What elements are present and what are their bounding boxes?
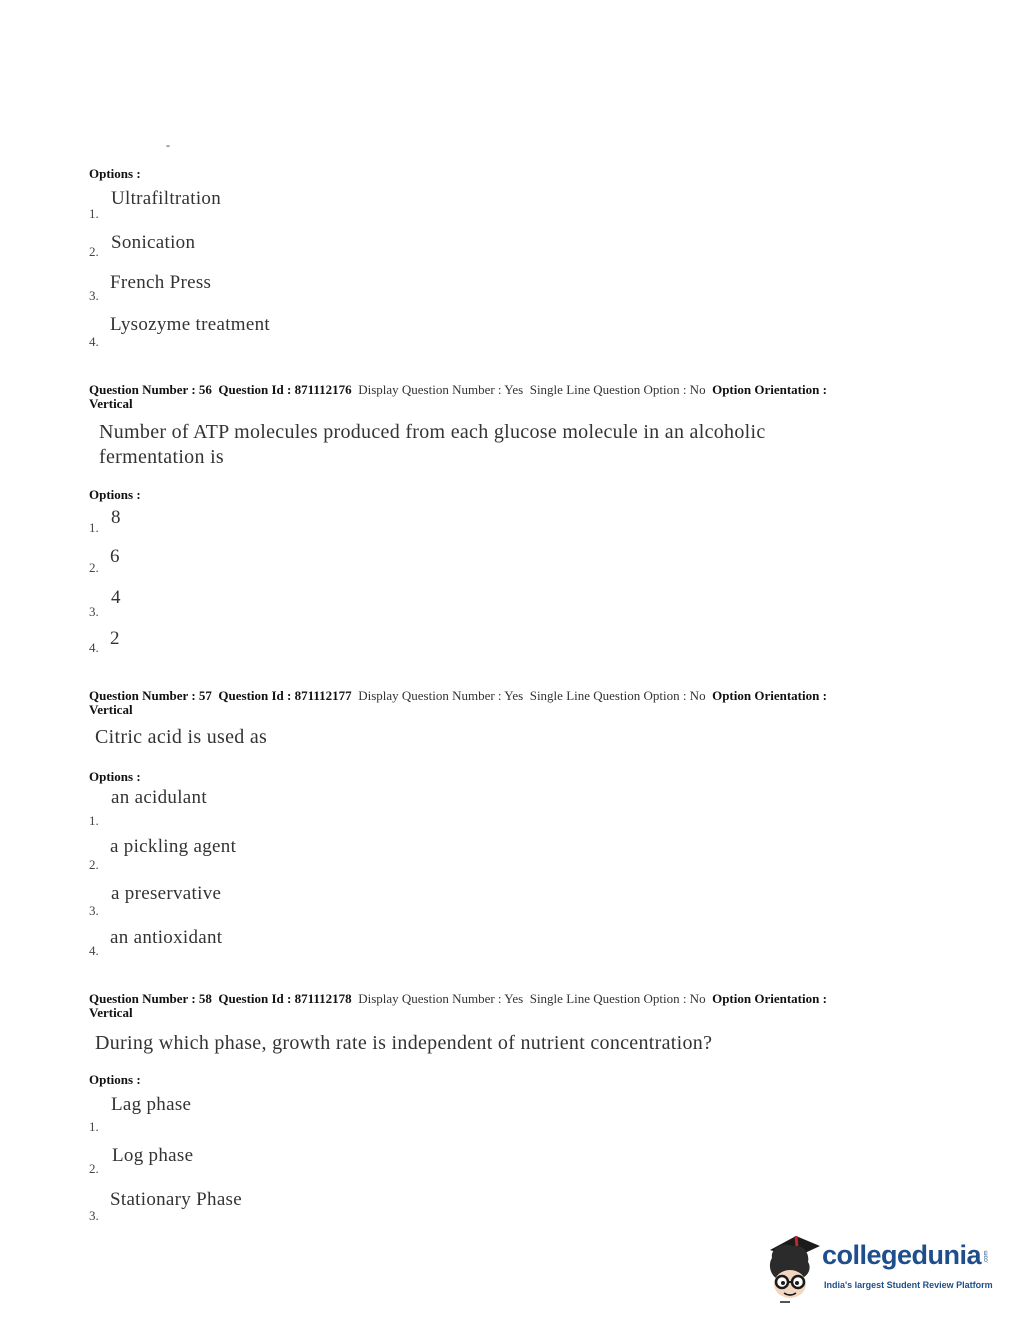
option-orientation: Option Orientation : Vertical — [89, 688, 827, 717]
question-text: Number of ATP molecules produced from each glucose molecule in an alcoholic — [99, 421, 766, 443]
options-label: Options : — [89, 769, 141, 784]
stray-mark: - — [166, 138, 170, 152]
option-text: 6 — [110, 546, 120, 567]
option-text: an acidulant — [111, 787, 207, 808]
question-number: Question Number : 56 — [89, 382, 212, 397]
option-number: 2. — [89, 1161, 99, 1176]
option-number: 3. — [89, 903, 99, 918]
display-question-number: Display Question Number : Yes — [358, 382, 524, 397]
option-number: 3. — [89, 1208, 99, 1223]
option-text: Lysozyme treatment — [110, 314, 270, 335]
option-number: 1. — [89, 1119, 99, 1134]
question-text: During which phase, growth rate is independent of nutrient concentration? — [95, 1032, 713, 1054]
option-number: 3. — [89, 604, 99, 619]
question-text: Citric acid is used as — [95, 726, 268, 748]
question-id: Question Id : 871112178 — [218, 991, 352, 1006]
options-label: Options : — [89, 166, 141, 181]
option-text: Log phase — [112, 1145, 194, 1166]
option-text: Ultrafiltration — [111, 188, 222, 209]
options-label: Options : — [89, 487, 141, 502]
option-text: Sonication — [111, 232, 196, 253]
option-number: 1. — [89, 206, 99, 221]
option-text: French Press — [110, 272, 212, 293]
option-text: an antioxidant — [110, 927, 223, 948]
collegedunia-logo — [762, 1232, 992, 1304]
single-line-option: Single Line Question Option : No — [529, 382, 706, 397]
mascot-icon — [762, 1232, 822, 1304]
option-number: 1. — [89, 520, 99, 535]
option-text: Lag phase — [111, 1094, 192, 1115]
question-number: Question Number : 58 — [89, 991, 212, 1006]
option-number: 2. — [89, 244, 99, 259]
question-number: Question Number : 57 — [89, 688, 212, 703]
options-label: Options : — [89, 1072, 141, 1087]
logo-suffix: .com — [983, 1250, 990, 1264]
display-question-number: Display Question Number : Yes — [358, 991, 524, 1006]
option-number: 4. — [89, 640, 99, 655]
question-id: Question Id : 871112176 — [218, 382, 352, 397]
logo-wordmark: collegedunia — [822, 1240, 982, 1270]
option-number: 2. — [89, 560, 99, 575]
option-text: a pickling agent — [110, 836, 237, 857]
question-meta — [89, 992, 869, 1020]
option-number: 3. — [89, 288, 99, 303]
question-id: Question Id : 871112177 — [218, 688, 352, 703]
single-line-option: Single Line Question Option : No — [529, 991, 706, 1006]
option-text: 4 — [111, 587, 121, 608]
option-number: 1. — [89, 813, 99, 828]
question-meta — [89, 383, 869, 411]
option-number: 4. — [89, 943, 99, 958]
option-orientation: Option Orientation : Vertical — [89, 991, 827, 1020]
option-text: 2 — [110, 628, 120, 649]
logo-tagline: India's largest Student Review Platform — [824, 1280, 993, 1290]
display-question-number: Display Question Number : Yes — [358, 688, 524, 703]
option-text: Stationary Phase — [110, 1189, 242, 1210]
option-number: 2. — [89, 857, 99, 872]
question-text: fermentation is — [99, 446, 225, 468]
single-line-option: Single Line Question Option : No — [529, 688, 706, 703]
option-orientation: Option Orientation : Vertical — [89, 382, 827, 411]
option-text: a preservative — [111, 883, 222, 904]
option-number: 4. — [89, 334, 99, 349]
question-meta — [89, 689, 869, 717]
option-text: 8 — [111, 507, 121, 528]
